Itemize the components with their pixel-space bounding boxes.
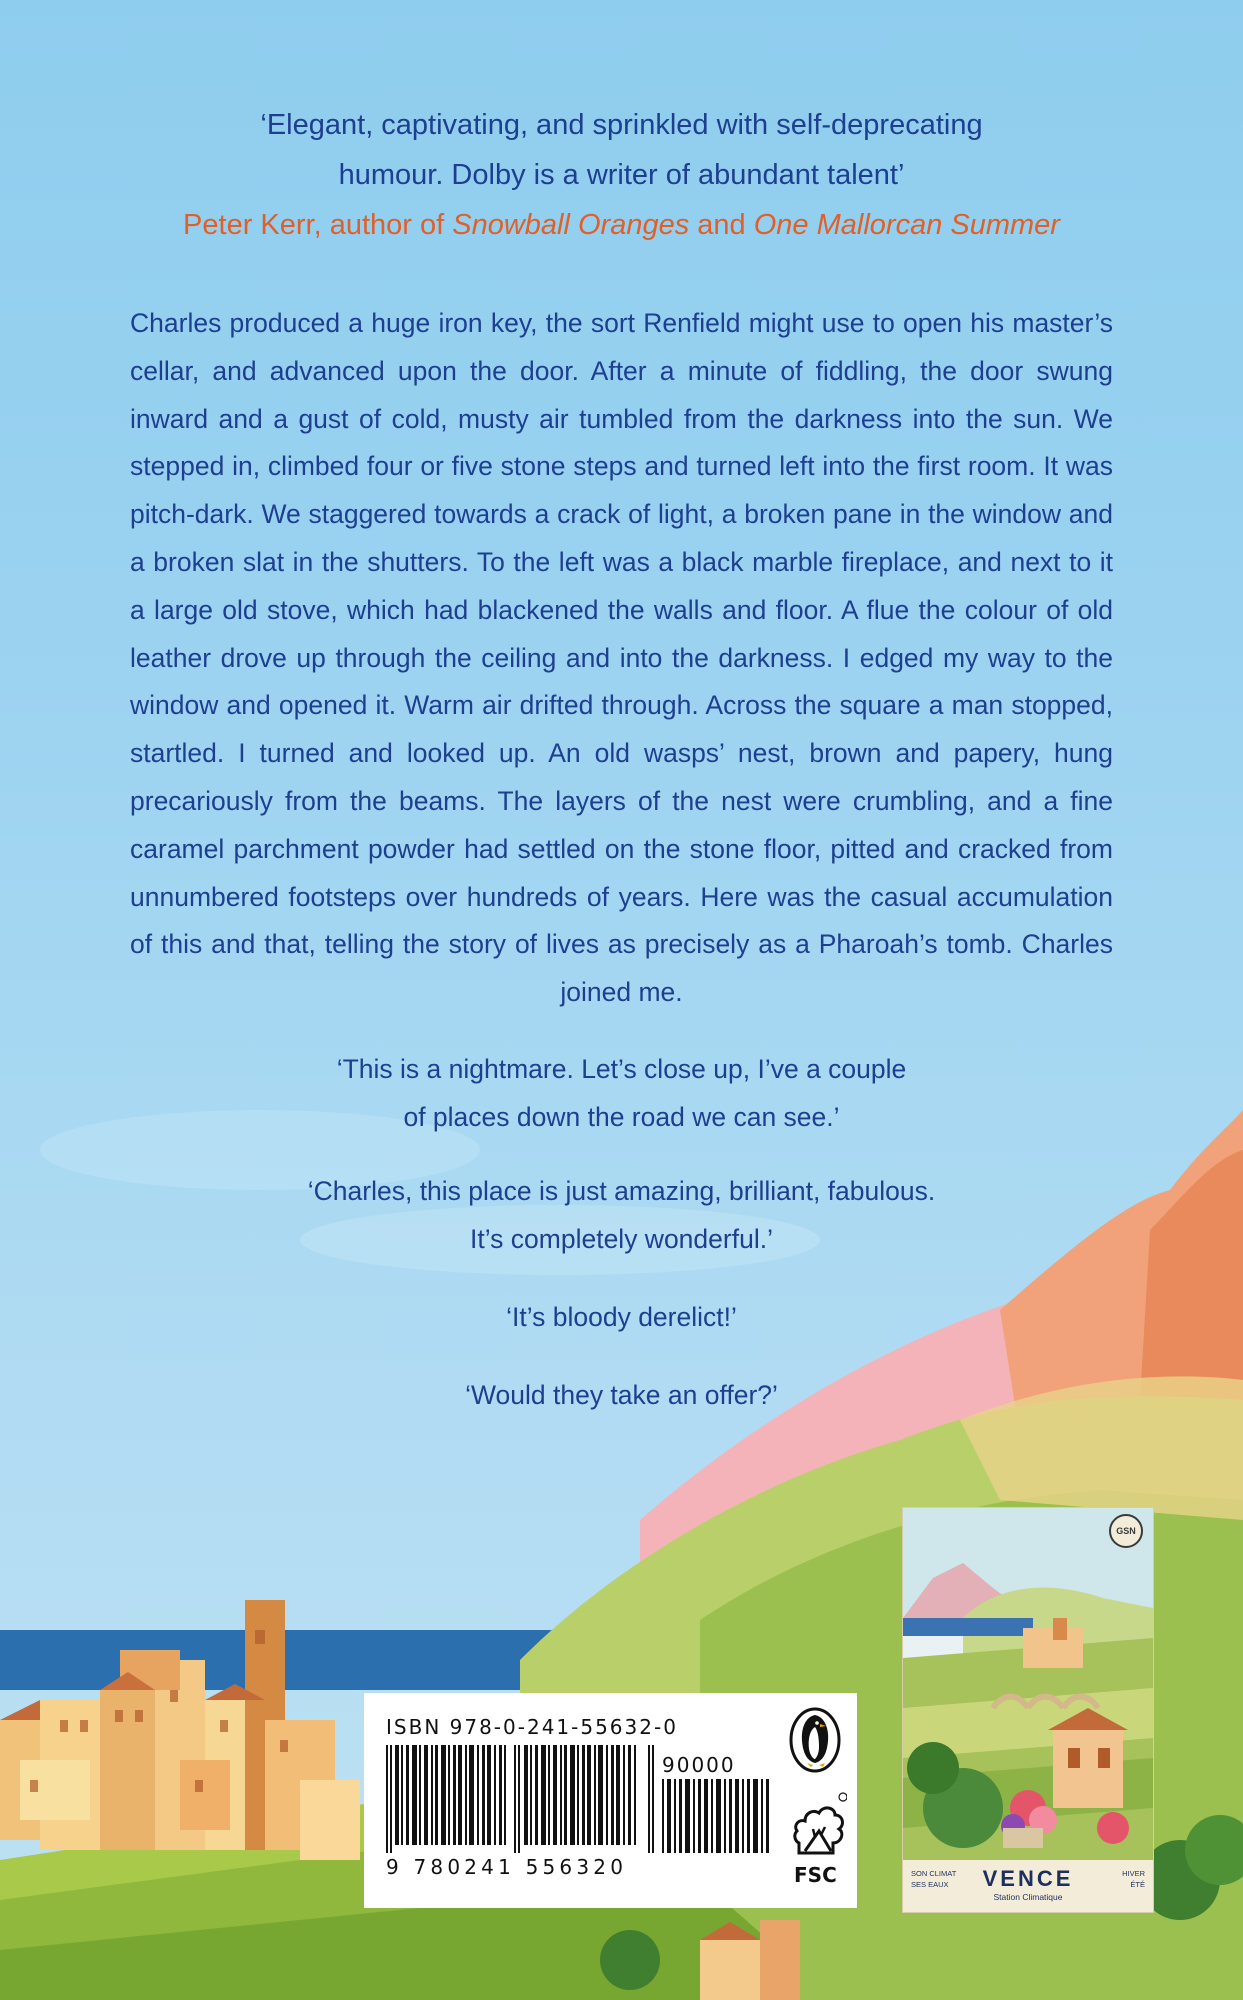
ean-barcode: [386, 1745, 656, 1853]
poster-title: VENCE: [982, 1866, 1074, 1891]
attribution-prefix: Peter Kerr, author of: [183, 209, 453, 241]
poster-caption: [903, 1860, 1153, 1912]
dialog-line: ‘This is a nightmare. Let’s close up, I’ve a couple: [336, 1054, 907, 1084]
quote-attribution: [0, 200, 1243, 250]
vence-poster: [902, 1507, 1154, 1913]
dialog-block: [0, 1168, 1243, 1264]
caption-text: HIVER: [1122, 1869, 1145, 1878]
excerpt-paragraph: Charles produced a huge iron key, the sort Renfield might use to open his master’s cellar, and advanced upon the door. After a minute of fiddling, the door swung inward and a gust of cold, musty air tumbled from the darkness into the sun. We stepped in, climbed four or five stone steps and turned left into the first room. It was pitch-dark. We staggered towards a crack of light, a broken pane in the window and a broken slat in the shutters. To the left was a black marble fireplace, and next to it a large old stove, which had blackened the walls and floor. A flue the colour of old leather drove up through the ceiling and into the darkness. I edged my way to the window and opened it. Warm air drifted through. Across the square a man stopped, startled. I turned and looked up. An old wasps’ nest, brown and papery, hung precariously from the beams. The layers of the nest were crumbling, and a fine caramel parchment powder had settled on the stone floor, pitted and cracked from unnumbered footsteps over hundreds of years. Here was the casual accumulation of this and that, telling the story of lives as precisely as a Pharoah’s tomb. Charles joined me.: [130, 308, 1113, 1008]
book-title: Snowball Oranges: [452, 209, 690, 241]
dialog-line: It’s completely wonderful.’: [470, 1223, 773, 1254]
poster-illustration: [903, 1508, 1153, 1860]
fsc-label: FSC: [794, 1863, 837, 1887]
caption-text: SES EAUX: [911, 1880, 949, 1889]
price-barcode: [662, 1779, 772, 1853]
dialog-line: ‘Would they take an offer?’: [465, 1380, 778, 1410]
review-quote: [0, 100, 1243, 250]
isbn-text: ISBN 978-0-241-55632-0: [386, 1715, 678, 1739]
quote-line: ‘Elegant, captivating, and sprinkled with self-deprecating: [260, 109, 983, 141]
caption-text: SON CLIMAT: [911, 1869, 957, 1878]
attribution-connector: and: [689, 209, 754, 241]
penguin-logo-icon: [789, 1707, 841, 1773]
caption-text: ÉTÉ: [1130, 1880, 1145, 1889]
dialog-line: ‘It’s bloody derelict!’: [506, 1302, 737, 1332]
dialog-line: of places down the road we can see.’: [403, 1101, 840, 1132]
book-title: One Mallorcan Summer: [753, 209, 1060, 241]
dialog-block: [0, 1046, 1243, 1142]
ean-digits: 9 780241 556320: [386, 1855, 628, 1879]
poster-caption-right: [1122, 1868, 1145, 1890]
quote-line: humour. Dolby is a writer of abundant talent’: [338, 159, 905, 191]
poster-logo: GSN: [1109, 1514, 1143, 1548]
price-code: 90000: [662, 1753, 736, 1777]
fsc-tree-icon: [791, 1791, 847, 1859]
barcode-panel: [364, 1693, 857, 1908]
poster-subtitle: Station Climatique: [993, 1892, 1063, 1902]
dialog-line: ‘Charles, this place is just amazing, brilliant, fabulous.: [307, 1176, 936, 1206]
